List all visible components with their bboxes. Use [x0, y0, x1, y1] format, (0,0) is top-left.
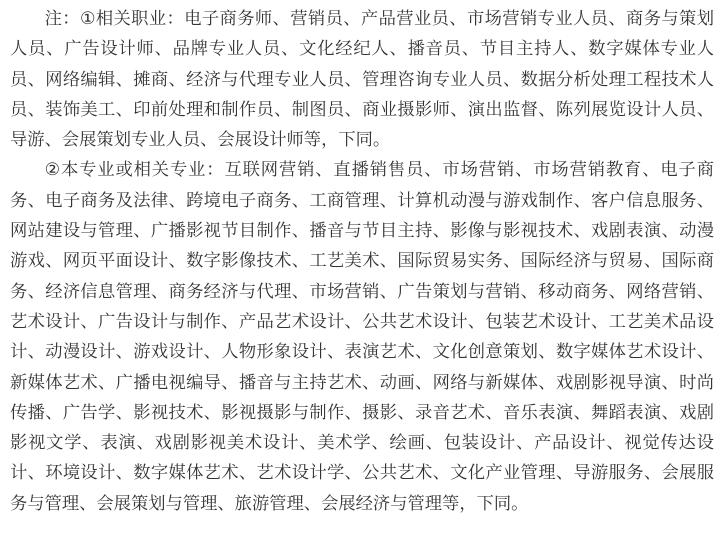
- related-majors-note: ②本专业或相关专业：互联网营销、直播销售员、市场营销、市场营销教育、电子商务、电子商务及法律、跨境电子商务、工商管理、计算机动漫与游戏制作、客户信息服务、网站建设与管理、广播影视节目制作、播音与节目主持、影像与影视技术、戏剧表演、动漫游戏、网页平面设计、数字影像技术、工艺美术、国际贸易实务、国际经济与贸易、国际商务、经济信息管理、商务经济与代理、市场营销、广告策划与营销、移动商务、网络营销、艺术设计、广告设计与制作、产品艺术设计、公共艺术设计、包装艺术设计、工艺美术品设计、动漫设计、游戏设计、人物形象设计、表演艺术、文化创意策划、数字媒体艺术设计、新媒体艺术、广播电视编导、播音与主持艺术、动画、网络与新媒体、戏剧影视导演、时尚传播、广告学、影视技术、影视摄影与制作、摄影、录音艺术、音乐表演、舞蹈表演、戏剧影视文学、表演、戏剧影视美术设计、美术学、绘画、包装设计、产品设计、视觉传达设计、环境设计、数字媒体艺术、艺术设计学、公共艺术、文化产业管理、导游服务、会展服务与管理、会展策划与管理、旅游管理、会展经济与管理等，下同。: [10, 160, 714, 514]
- related-occupations-note: 注：①相关职业：电子商务师、营销员、产品营业员、市场营销专业人员、商务与策划人员、广告设计师、品牌专业人员、文化经纪人、播音员、节目主持人、数字媒体专业人员、网络编辑、摊商、经济与代理专业人员、管理咨询专业人员、数据分析处理工程技术人员、装饰美工、印前处理和制作员、制图员、商业摄影师、演出监督、陈列展览设计人员、导游、会展策划专业人员、会展设计师等，下同。: [10, 9, 714, 151]
